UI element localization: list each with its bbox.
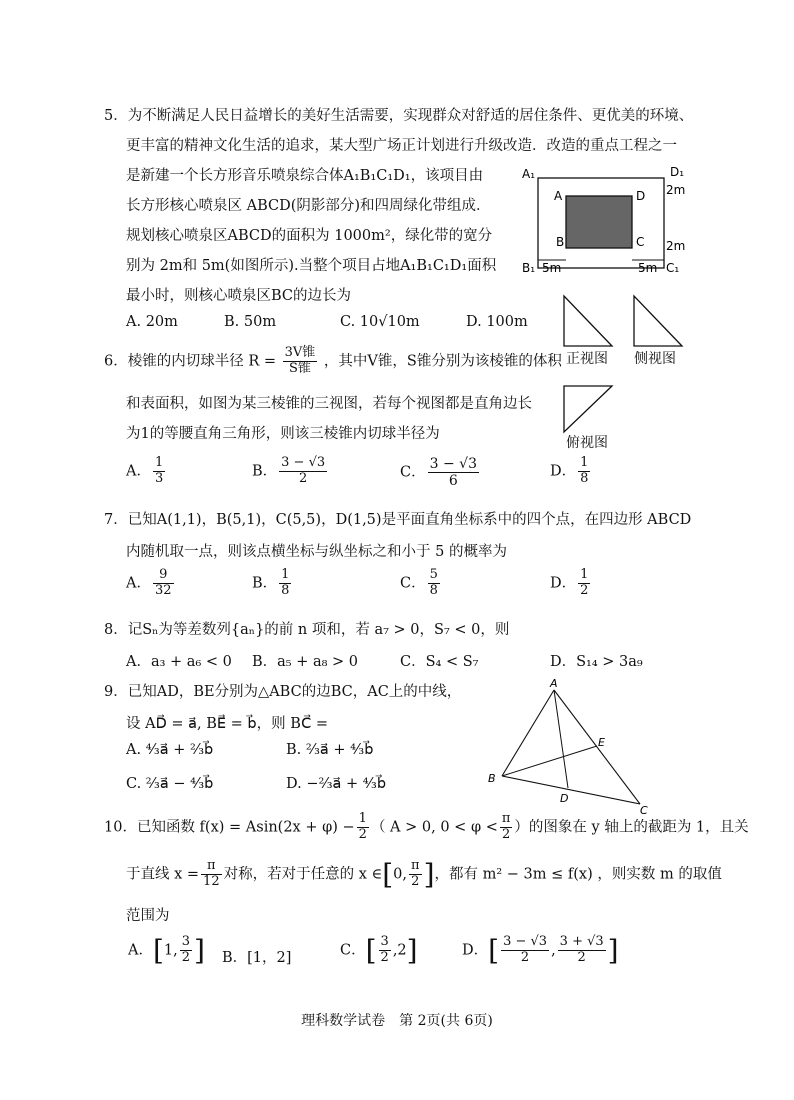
label-b: B bbox=[556, 235, 565, 249]
q8-option-d: D．S₁₄ > 3a₉ bbox=[550, 654, 643, 670]
label-5m-right: 5m bbox=[638, 261, 658, 275]
q5-line-3: 是新建一个长方形音乐喷泉综合体A₁B₁C₁D₁，该项目由 bbox=[126, 168, 484, 184]
label-d: D bbox=[636, 189, 646, 203]
q5-line-7: 最小时，则核心喷泉区BC的边长为 bbox=[126, 288, 352, 304]
q10-option-a: A．[1, $\frac{3}{2}$ ] bbox=[128, 934, 205, 967]
label-2m-top: 2m bbox=[666, 183, 686, 197]
q5-rectangle-figure bbox=[520, 164, 690, 276]
label-a: A bbox=[550, 677, 558, 690]
q6-pre: 6．棱锥的内切球半径 bbox=[104, 353, 244, 370]
q10-option-b: B．[1，2] bbox=[222, 950, 292, 966]
q6-line-2: 和表面积，如图为某三棱锥的三视图，若每个视图都是直角边长 bbox=[126, 396, 532, 412]
q9-option-c: C. ²⁄₃a⃗ − ⁴⁄₃b⃗ bbox=[126, 776, 214, 792]
label-c1: C₁ bbox=[666, 261, 680, 275]
label-e: E bbox=[598, 736, 605, 749]
q10-option-c: C．[ $\frac{3}{2}$ ,2] bbox=[340, 934, 418, 967]
q8-option-a: A．a₃ + a₆ < 0 bbox=[126, 654, 232, 670]
q7-line-2: 内随机取一点，则该点横坐标与纵坐标之和小于 5 的概率为 bbox=[126, 544, 507, 560]
q9-line-2: 设 AD⃗ = a⃗, BE⃗ = b⃗，则 BC⃗ = bbox=[126, 716, 329, 732]
q6-option-c: C． $\frac{3 - √3}{6}$ bbox=[400, 456, 477, 490]
q6-option-d: D． $\frac{1}{8}$ bbox=[550, 455, 589, 486]
label-b1: B₁ bbox=[522, 261, 536, 275]
q10-option-d: D．[ $\frac{3 - √3}{2}$ , $\frac{3 + √3}{2}$ ] bbox=[462, 934, 619, 967]
q7-line-1: 7．已知A(1,1)，B(5,1)，C(5,5)，D(1,5)是平面直角坐标系中的四个点，在四边形 ABCD bbox=[104, 512, 692, 528]
label-d: D bbox=[560, 792, 569, 805]
q7-option-d: D． $\frac{1}{2}$ bbox=[550, 567, 589, 598]
q6-option-b: B． $\frac{3 - √3}{2}$ bbox=[252, 455, 326, 486]
q5-option-b: B. 50m bbox=[224, 314, 277, 330]
q8-line-1: 8．记Sₙ为等差数列{aₙ}的前 n 项和，若 a₇ > 0，S₇ < 0，则 bbox=[104, 622, 510, 638]
q6-front-view-label: 正视图 bbox=[566, 351, 608, 367]
q8-option-b: B．a₅ + a₈ > 0 bbox=[252, 654, 359, 670]
label-5m-left: 5m bbox=[542, 261, 562, 275]
q5-line-4: 长方形核心喷泉区 ABCD(阴影部分)和四周绿化带组成． bbox=[126, 198, 491, 214]
q9-option-d: D. −²⁄₃a⃗ + ⁴⁄₃b⃗ bbox=[286, 776, 387, 792]
label-a1: A₁ bbox=[522, 167, 536, 181]
q5-option-d: D. 100m bbox=[466, 314, 528, 330]
q9-option-a: A. ⁴⁄₃a⃗ + ²⁄₃b⃗ bbox=[126, 742, 214, 758]
q6-post: ，其中V锥，S锥分别为该棱锥的体积 bbox=[323, 353, 562, 370]
label-b: B bbox=[488, 772, 496, 785]
label-2m-bottom: 2m bbox=[666, 239, 686, 253]
q10-line-2: 于直线 x = $\frac{\pi}{12}$ 对称，若对于任意的 x ∈[0, $\frac{\pi}{2}$ ]，都有 m² − 3m ≤ f(x) ，则实数 m 的取值 bbox=[126, 858, 722, 891]
q9-line-1: 9．已知AD，BE分别为△ABC的边BC，AC上的中线， bbox=[104, 684, 462, 700]
q6-line-1 bbox=[104, 346, 562, 377]
q9-triangle-figure bbox=[484, 676, 664, 816]
q7-option-b: B． $\frac{1}{8}$ bbox=[252, 567, 290, 598]
page-footer: 理科数学试卷 第 2页(共 6页) bbox=[301, 1013, 493, 1029]
q6-option-a: A． $\frac{1}{3}$ bbox=[126, 455, 164, 486]
q5-option-c: C. 10√10m bbox=[340, 314, 420, 330]
q6-radius-fraction: $\frac{\text{3V锥}}{\text{S锥}}$ bbox=[284, 345, 316, 376]
q10-line-3: 范围为 bbox=[126, 908, 170, 924]
q6-line-3: 为1的等腰直角三角形，则该三棱锥内切球半径为 bbox=[126, 426, 440, 442]
q7-option-c: C． $\frac{5}{8}$ bbox=[400, 567, 438, 598]
q6-formula-left: R = bbox=[248, 353, 277, 370]
label-d1: D₁ bbox=[670, 165, 685, 179]
q6-three-views bbox=[560, 294, 690, 454]
label-a: A bbox=[554, 189, 563, 203]
q6-side-view-label: 侧视图 bbox=[634, 351, 676, 367]
q8-option-c: C．S₄ < S₇ bbox=[400, 654, 479, 670]
q5-line-1: 5．为不断满足人民日益增长的美好生活需要，实现群众对舒适的居住条件、更优美的环境、 bbox=[104, 108, 694, 124]
q5-option-a: A. 20m bbox=[126, 314, 178, 330]
q10-line-1: 10．已知函数 f(x) = Asin(2x + φ) − $\frac{1}{2}$ （ A > 0, 0 < φ < $\frac{\pi}{2}$ ）的图象在 y 轴上的截距为 1，且关 bbox=[104, 811, 749, 842]
q9-option-b: B. ²⁄₃a⃗ + ⁴⁄₃b⃗ bbox=[286, 742, 374, 758]
label-c: C bbox=[636, 235, 645, 249]
label-c: C bbox=[640, 804, 648, 816]
q5-line-5: 规划核心喷泉区ABCD的面积为 1000m²，绿化带的宽分 bbox=[126, 228, 493, 244]
q5-line-6: 别为 2m和 5m(如图所示).当整个项目占地A₁B₁C₁D₁面积 bbox=[126, 258, 497, 274]
q6-top-view-label: 俯视图 bbox=[566, 435, 608, 451]
q7-option-a: A． $\frac{9}{32}$ bbox=[126, 567, 172, 598]
q5-line-2: 更丰富的精神文化生活的追求，某大型广场正计划进行升级改造．改造的重点工程之一 bbox=[126, 138, 677, 154]
